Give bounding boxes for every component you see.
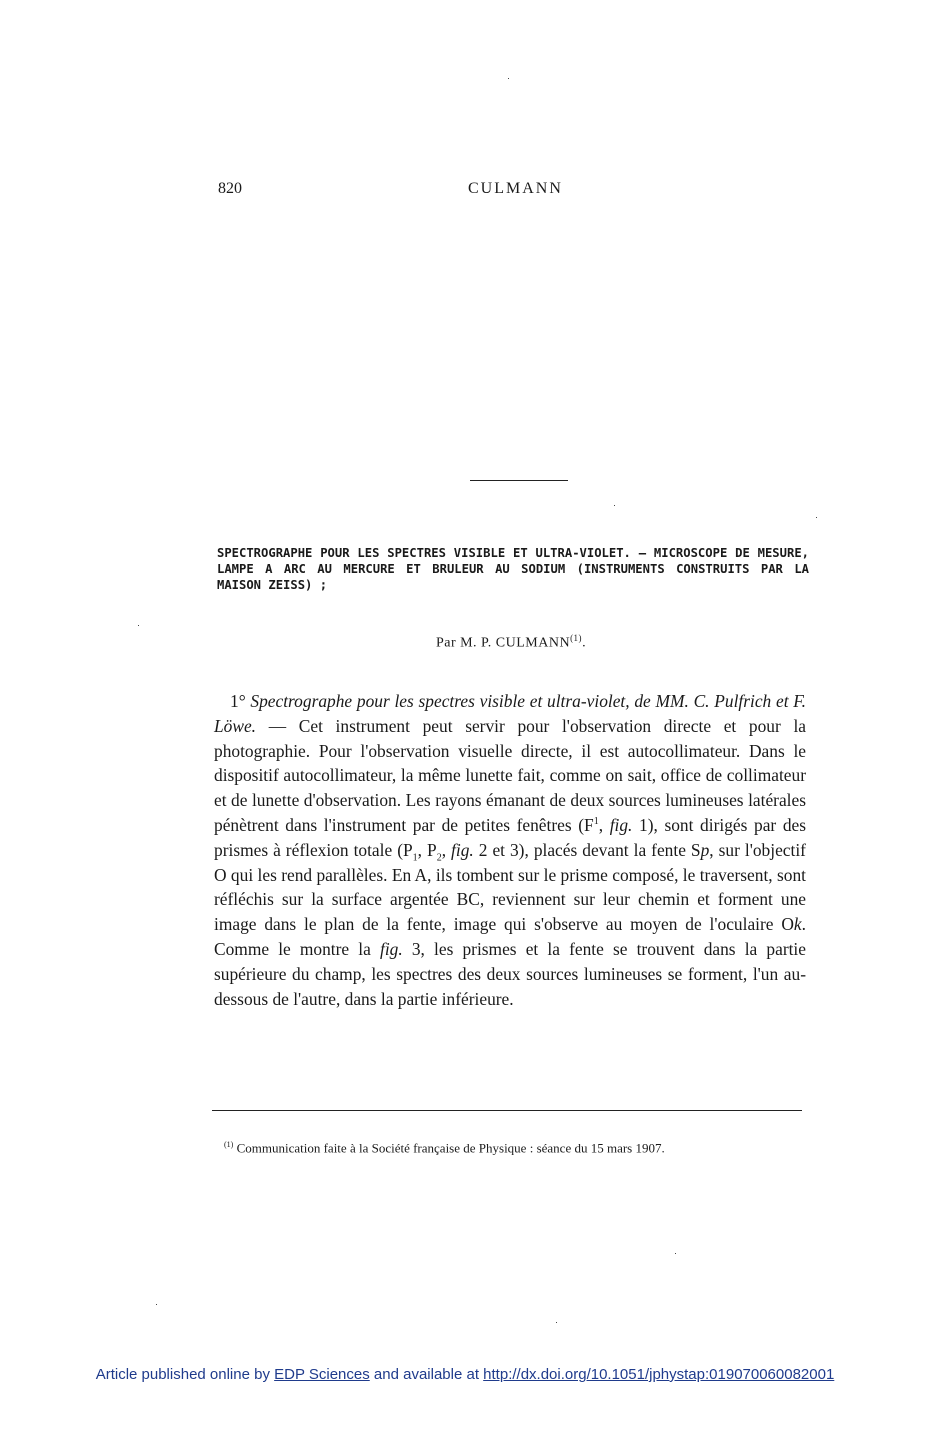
scan-speck (816, 517, 817, 518)
scan-speck (156, 1304, 157, 1305)
footnote (216, 1136, 804, 1156)
footnote-text: Communication faite à la Société française de Physique : séance du 15 mars 1907. (233, 1140, 665, 1156)
publisher-link[interactable]: EDP Sciences (274, 1366, 370, 1383)
scan-speck (508, 78, 509, 79)
author-name: Par M. P. CULMANN (435, 635, 571, 651)
body-text (214, 689, 806, 1011)
footnote-rule (212, 1110, 802, 1111)
author-byline: Par M. P. CULMANN$^{(1)}$. (435, 633, 587, 651)
scan-speck (614, 505, 615, 506)
footnote-reference[interactable]: (1) (570, 633, 583, 643)
paragraph: 1° Spectrographe pour les spectres visible et ultra-violet, de MM. C. Pulfrich et F. Löwe. — Cet instrument peut servir pour l'observation directe et pour la photographie. Pour l'observation visuelle directe, il est autocollimateur. Dans le dispositif autocollimateur, la même lunette fait, comme on sait, office de collimateur et de lunette d'observation. Les rayons émanant de deux sources lumineuses latérales pénètrent dans l'instrument par de petites fenêtres ($F^1$, fig. 1), sont dirigés par des prismes à réflexion totale ($P_1$, $P_2$, fig. 2 et 3), placés devant la fente Sp, sur l'objectif O qui les rend parallèles. En A, ils tombent sur le prisme composé, le traversent, sont réfléchis sur la surface argentée BC, reviennent sur leur chemin et forment une image dans le plan de la fente, image qui s'observe au moyen de l'oculaire Ok. Comme le montre la fig. 3, les prismes et la fente se trouvent dans la partie supérieure du champ, les spectres des deux sources lumineuses se forment, l'un au-dessous de l'autre, dans la partie inférieure. (214, 691, 806, 1009)
page-number: 820 (218, 180, 242, 197)
publisher-banner: Article published online by EDP Sciences and available at http://dx.doi.org/10.1051/jphystap:019070060082001 (95, 1366, 835, 1383)
article-title: SPECTROGRAPHE POUR LES SPECTRES VISIBLE ET ULTRA-VIOLET. — MICROSCOPE DE MESURE, LAMPE A ARC AU MERCURE ET BRULEUR AU SODIUM (INSTRUMENTS CONSTRUITS PAR LA MAISON ZEISS) ; (217, 546, 809, 592)
scan-speck (556, 1322, 557, 1323)
footnote-mark: (1) (224, 1140, 234, 1149)
scan-speck (675, 1253, 676, 1254)
scan-speck (138, 625, 139, 626)
running-head: CULMANN (468, 180, 563, 197)
doi-link[interactable]: http://dx.doi.org/10.1051/jphystap:019070060082001 (483, 1366, 835, 1383)
section-separator (470, 480, 568, 481)
